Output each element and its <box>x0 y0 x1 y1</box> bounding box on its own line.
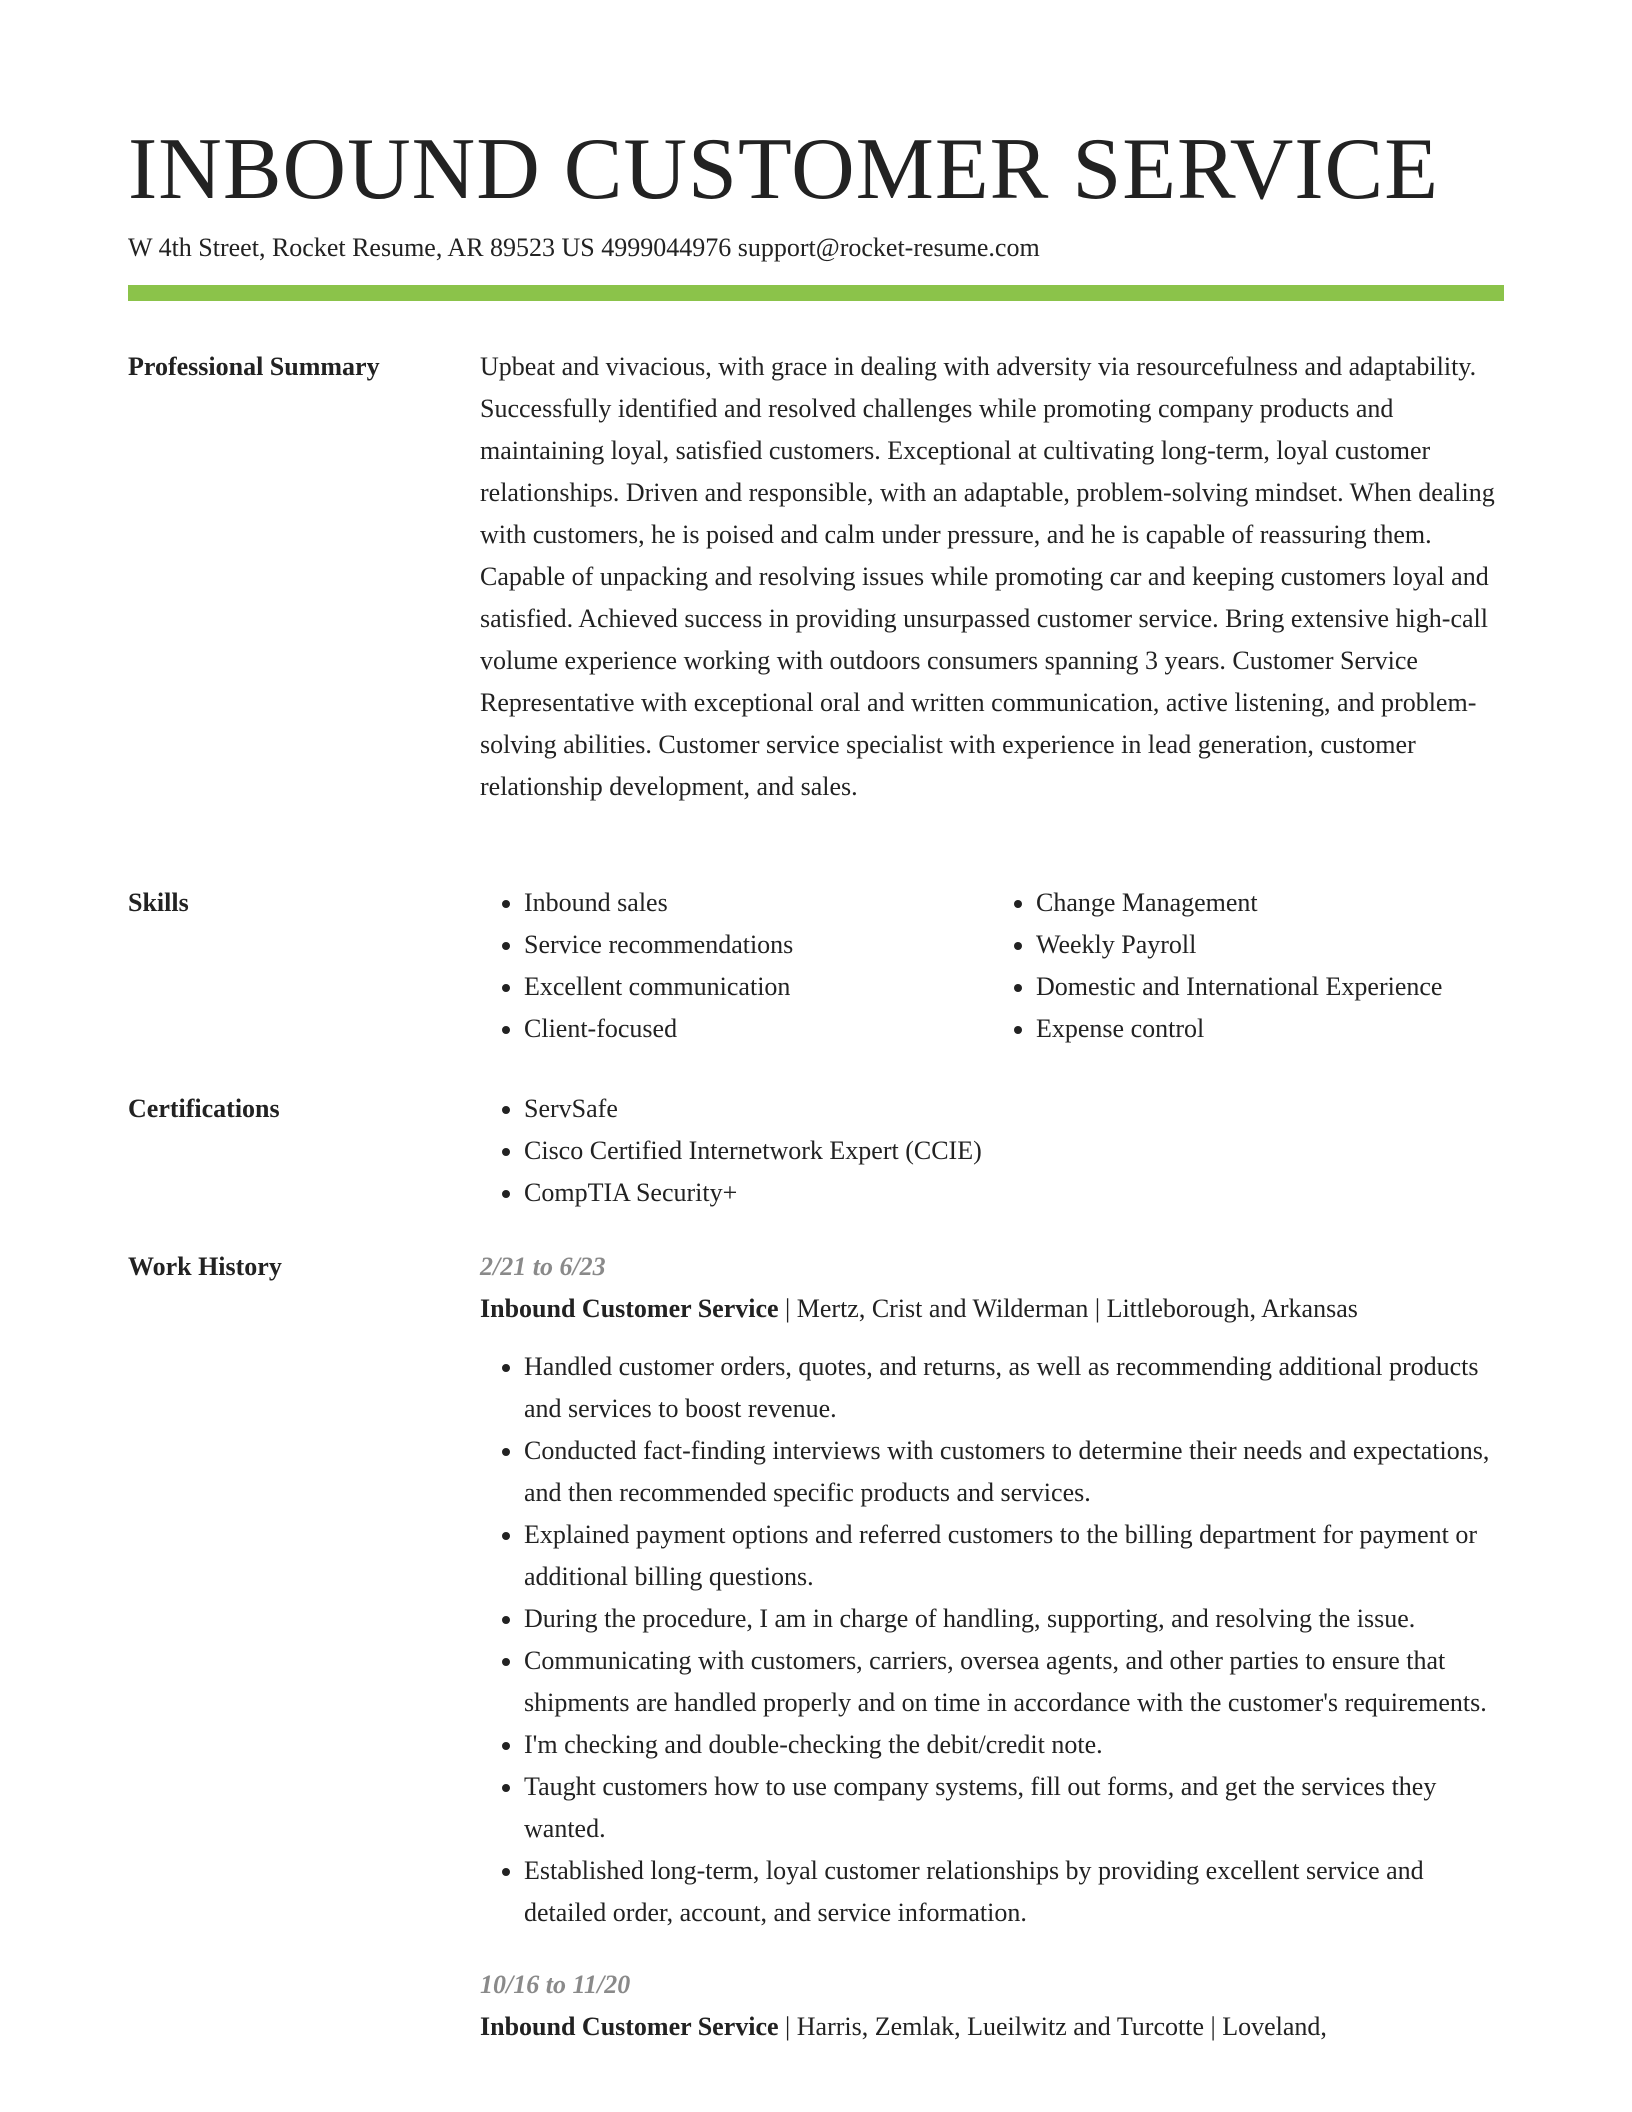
certifications-body <box>480 1088 1504 1214</box>
skills-heading: Skills <box>128 888 189 917</box>
work-history-heading: Work History <box>128 1252 282 1281</box>
summary-text: Upbeat and vivacious, with grace in dealing with adversity via resourcefulness and adaptability. Successfully identified and resolved challenges while promoting company products and maintaining loyal, satisfied customers. Exceptional at cultivating long-term, loyal customer relationships. Driven and responsible, with an adaptable, problem-solving mindset. When dealing with customers, he is poised and calm under pressure, and he is capable of reassuring them. Capable of unpacking and resolving issues while promoting car and keeping customers loyal and satisfied. Achieved success in providing unsurpassed customer service. Bring extensive high-call volume experience working with outdoors consumers spanning 3 years. Customer Service Representative with exceptional oral and written communication, active listening, and problem-solving abilities. Customer service specialist with experience in lead generation, customer relationship development, and sales. <box>480 352 1495 801</box>
skill-item: • Excellent communication <box>524 966 992 1008</box>
job-entry <box>480 1964 1504 2048</box>
certification-item: • CompTIA Security+ <box>524 1172 1504 1214</box>
skill-item: • Service recommendations <box>524 924 992 966</box>
skill-item: • Expense control <box>1036 1008 1504 1050</box>
job-details: | Harris, Zemlak, Lueilwitz and Turcotte | Loveland, <box>778 2012 1327 2041</box>
certifications-heading: Certifications <box>128 1094 280 1123</box>
job-header <box>480 2006 1504 2048</box>
skills-columns <box>480 882 1504 1050</box>
job-bullet: • Explained payment options and referred customers to the billing department for payment or additional billing questions. <box>524 1514 1504 1598</box>
job-bullet: • Conducted fact-finding interviews with customers to determine their needs and expectations, and then recommended specific products and services. <box>524 1430 1504 1514</box>
resume-name: INBOUND CUSTOMER SERVICE <box>128 121 1439 218</box>
certification-item: • ServSafe <box>524 1088 1504 1130</box>
job-bullet: • Communicating with customers, carriers, oversea agents, and other parties to ensure that shipments are handled properly and on time in accordance with the customer's requirements. <box>524 1640 1504 1724</box>
contact-line: W 4th Street, Rocket Resume, AR 89523 US 4999044976 support@rocket-resume.com <box>128 233 1040 262</box>
certifications-list <box>480 1088 1504 1214</box>
job-bullet: • I'm checking and double-checking the debit/credit note. <box>524 1724 1504 1766</box>
work-history-body <box>480 1246 1504 2078</box>
skills-body <box>480 882 1504 1050</box>
job-bullet: • During the procedure, I am in charge of handling, supporting, and resolving the issue. <box>524 1598 1504 1640</box>
skills-list-right <box>992 882 1504 1050</box>
job-entry <box>480 1246 1504 1934</box>
header-divider <box>128 285 1504 301</box>
job-bullet: • Taught customers how to use company systems, fill out forms, and get the services they wanted. <box>524 1766 1504 1850</box>
job-bullets <box>480 1346 1504 1934</box>
resume-header <box>128 120 1504 266</box>
skill-item: • Change Management <box>1036 882 1504 924</box>
job-dates: 2/21 to 6/23 <box>480 1252 606 1281</box>
skill-item: • Inbound sales <box>524 882 992 924</box>
job-title: Inbound Customer Service <box>480 1294 779 1323</box>
skills-list-left <box>480 882 992 1050</box>
skill-item: • Client-focused <box>524 1008 992 1050</box>
job-bullet: • Established long-term, loyal customer relationships by providing excellent service and detailed order, account, and service information. <box>524 1850 1504 1934</box>
skill-item: • Weekly Payroll <box>1036 924 1504 966</box>
summary-heading: Professional Summary <box>128 352 380 381</box>
skill-item: • Domestic and International Experience <box>1036 966 1504 1008</box>
summary-body <box>480 346 1504 808</box>
job-header <box>480 1288 1504 1330</box>
job-bullet: • Handled customer orders, quotes, and returns, as well as recommending additional products and services to boost revenue. <box>524 1346 1504 1430</box>
job-details: | Mertz, Crist and Wilderman | Littleborough, Arkansas <box>778 1294 1358 1323</box>
certification-item: • Cisco Certified Internetwork Expert (CCIE) <box>524 1130 1504 1172</box>
job-dates: 10/16 to 11/20 <box>480 1970 631 1999</box>
job-title: Inbound Customer Service <box>480 2012 779 2041</box>
